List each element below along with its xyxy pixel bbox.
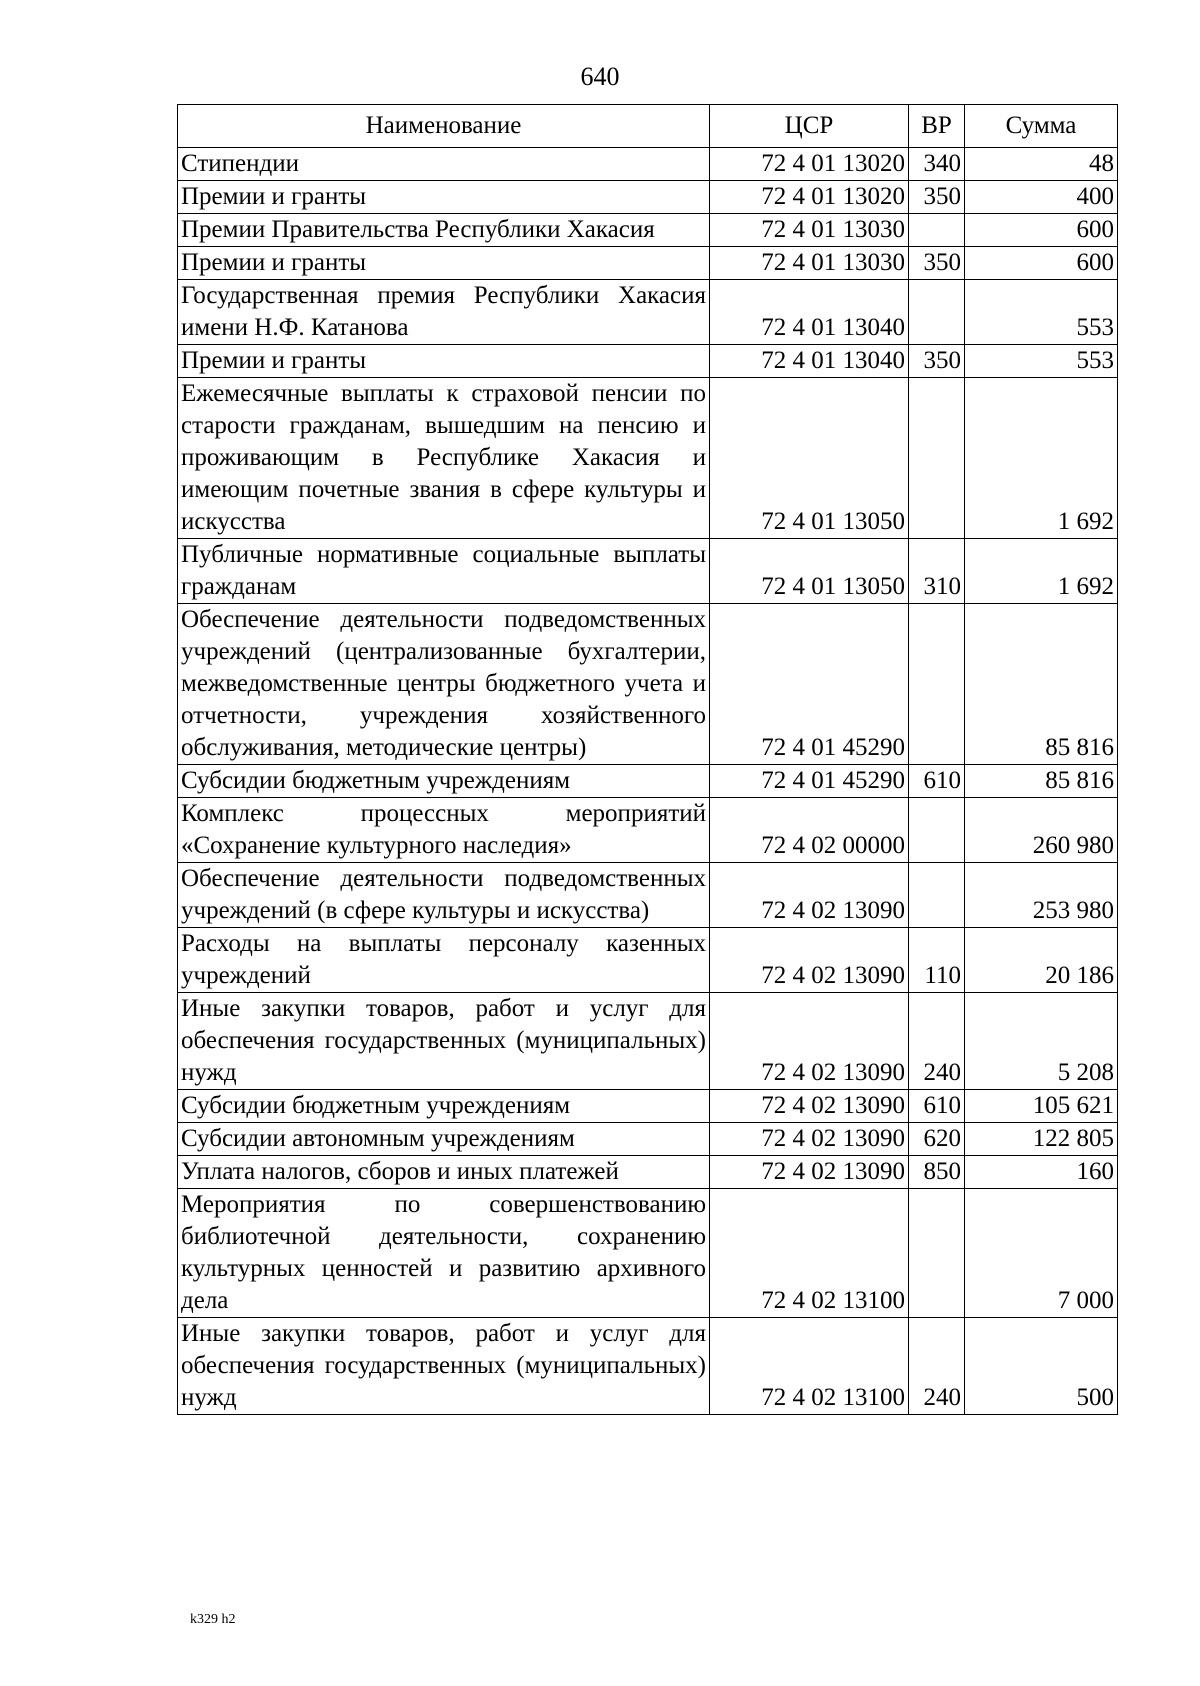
- cell-csr: 72 4 01 13040: [710, 280, 909, 345]
- cell-sum: 1 692: [965, 539, 1118, 604]
- cell-csr: 72 4 01 13020: [710, 148, 909, 181]
- cell-csr: 72 4 02 13090: [710, 928, 909, 993]
- cell-sum: 85 816: [965, 604, 1118, 765]
- cell-vr: 340: [909, 148, 965, 181]
- cell-csr: 72 4 02 13090: [710, 1156, 909, 1189]
- cell-sum: 500: [965, 1318, 1118, 1415]
- table-row: [178, 181, 1118, 214]
- cell-name: Уплата налогов, сборов и иных платежей: [178, 1156, 710, 1189]
- table-row: [178, 247, 1118, 280]
- cell-name: Государственная премия Республики Хакасия имени Н.Ф. Катанова: [178, 280, 710, 345]
- cell-name: Премии и гранты: [178, 345, 710, 378]
- table-body: [178, 148, 1118, 1415]
- cell-csr: 72 4 01 45290: [710, 604, 909, 765]
- table-row: [178, 863, 1118, 928]
- table-row: [178, 798, 1118, 863]
- cell-name: Премии и гранты: [178, 247, 710, 280]
- table-row: [178, 378, 1118, 539]
- table-row: [178, 993, 1118, 1090]
- cell-csr: 72 4 01 13050: [710, 378, 909, 539]
- cell-vr: 350: [909, 345, 965, 378]
- footer-code: k329 h2: [190, 1612, 236, 1627]
- cell-name: Обеспечение деятельности подведомственных учреждений (в сфере культуры и искусства): [178, 863, 710, 928]
- cell-name: Иные закупки товаров, работ и услуг для обеспечения государственных (муниципальных) нужд: [178, 993, 710, 1090]
- cell-csr: 72 4 01 13030: [710, 214, 909, 247]
- header-csr: ЦСР: [710, 105, 909, 148]
- cell-csr: 72 4 02 13090: [710, 993, 909, 1090]
- cell-sum: 1 692: [965, 378, 1118, 539]
- cell-sum: 105 621: [965, 1090, 1118, 1123]
- cell-vr: 610: [909, 1090, 965, 1123]
- cell-vr: 240: [909, 993, 965, 1090]
- cell-csr: 72 4 02 00000: [710, 798, 909, 863]
- cell-name: Премии и гранты: [178, 181, 710, 214]
- table-row: [178, 280, 1118, 345]
- table-row: [178, 214, 1118, 247]
- table-row: [178, 539, 1118, 604]
- cell-vr: 850: [909, 1156, 965, 1189]
- cell-name: Мероприятия по совершенствованию библиотечной деятельности, сохранению культурных ценностей и развитию архивного дела: [178, 1189, 710, 1318]
- cell-vr: 350: [909, 247, 965, 280]
- table-row: [178, 148, 1118, 181]
- table-row: [178, 345, 1118, 378]
- cell-csr: 72 4 02 13090: [710, 863, 909, 928]
- cell-name: Обеспечение деятельности подведомственных учреждений (централизованные бухгалтерии, межведомственные центры бюджетного учета и отчетности, учреждения хозяйственного обслуживания, методические центры): [178, 604, 710, 765]
- cell-vr: 110: [909, 928, 965, 993]
- cell-sum: 5 208: [965, 993, 1118, 1090]
- cell-vr: [909, 604, 965, 765]
- cell-csr: 72 4 01 13050: [710, 539, 909, 604]
- page-number: 640: [580, 62, 620, 91]
- cell-name: Расходы на выплаты персоналу казенных учреждений: [178, 928, 710, 993]
- cell-vr: 610: [909, 765, 965, 798]
- header-sum: Сумма: [965, 105, 1118, 148]
- cell-name: Субсидии бюджетным учреждениям: [178, 765, 710, 798]
- cell-sum: 85 816: [965, 765, 1118, 798]
- cell-csr: 72 4 02 13100: [710, 1189, 909, 1318]
- cell-vr: 620: [909, 1123, 965, 1156]
- cell-sum: 48: [965, 148, 1118, 181]
- table-row: [178, 1090, 1118, 1123]
- cell-vr: [909, 863, 965, 928]
- cell-csr: 72 4 01 45290: [710, 765, 909, 798]
- cell-sum: 400: [965, 181, 1118, 214]
- header-name: Наименование: [178, 105, 710, 148]
- budget-table: [177, 104, 1118, 1415]
- table-row: [178, 1189, 1118, 1318]
- cell-vr: 350: [909, 181, 965, 214]
- cell-name: Комплекс процессных мероприятий «Сохранение культурного наследия»: [178, 798, 710, 863]
- table-row: [178, 1318, 1118, 1415]
- cell-vr: [909, 1189, 965, 1318]
- cell-name: Премии Правительства Республики Хакасия: [178, 214, 710, 247]
- cell-vr: [909, 378, 965, 539]
- cell-name: Стипендии: [178, 148, 710, 181]
- cell-sum: 122 805: [965, 1123, 1118, 1156]
- cell-sum: 600: [965, 214, 1118, 247]
- cell-csr: 72 4 01 13040: [710, 345, 909, 378]
- cell-name: Публичные нормативные социальные выплаты гражданам: [178, 539, 710, 604]
- cell-vr: [909, 214, 965, 247]
- cell-csr: 72 4 01 13030: [710, 247, 909, 280]
- table-row: [178, 1123, 1118, 1156]
- cell-name: Субсидии автономным учреждениям: [178, 1123, 710, 1156]
- cell-csr: 72 4 01 13020: [710, 181, 909, 214]
- cell-sum: 260 980: [965, 798, 1118, 863]
- cell-csr: 72 4 02 13090: [710, 1123, 909, 1156]
- cell-vr: 240: [909, 1318, 965, 1415]
- cell-csr: 72 4 02 13090: [710, 1090, 909, 1123]
- table-row: [178, 604, 1118, 765]
- cell-name: Ежемесячные выплаты к страховой пенсии по старости гражданам, вышедшим на пенсию и проживающим в Республике Хакасия и имеющим почетные звания в сфере культуры и искусства: [178, 378, 710, 539]
- cell-name: Субсидии бюджетным учреждениям: [178, 1090, 710, 1123]
- header-vr: ВР: [909, 105, 965, 148]
- table-row: [178, 928, 1118, 993]
- cell-vr: [909, 280, 965, 345]
- cell-sum: 600: [965, 247, 1118, 280]
- cell-sum: 553: [965, 280, 1118, 345]
- cell-sum: 7 000: [965, 1189, 1118, 1318]
- cell-sum: 553: [965, 345, 1118, 378]
- cell-csr: 72 4 02 13100: [710, 1318, 909, 1415]
- cell-sum: 160: [965, 1156, 1118, 1189]
- cell-sum: 253 980: [965, 863, 1118, 928]
- table-row: [178, 765, 1118, 798]
- cell-name: Иные закупки товаров, работ и услуг для обеспечения государственных (муниципальных) нужд: [178, 1318, 710, 1415]
- table-header-row: [178, 105, 1118, 148]
- cell-vr: 310: [909, 539, 965, 604]
- cell-sum: 20 186: [965, 928, 1118, 993]
- table-row: [178, 1156, 1118, 1189]
- cell-vr: [909, 798, 965, 863]
